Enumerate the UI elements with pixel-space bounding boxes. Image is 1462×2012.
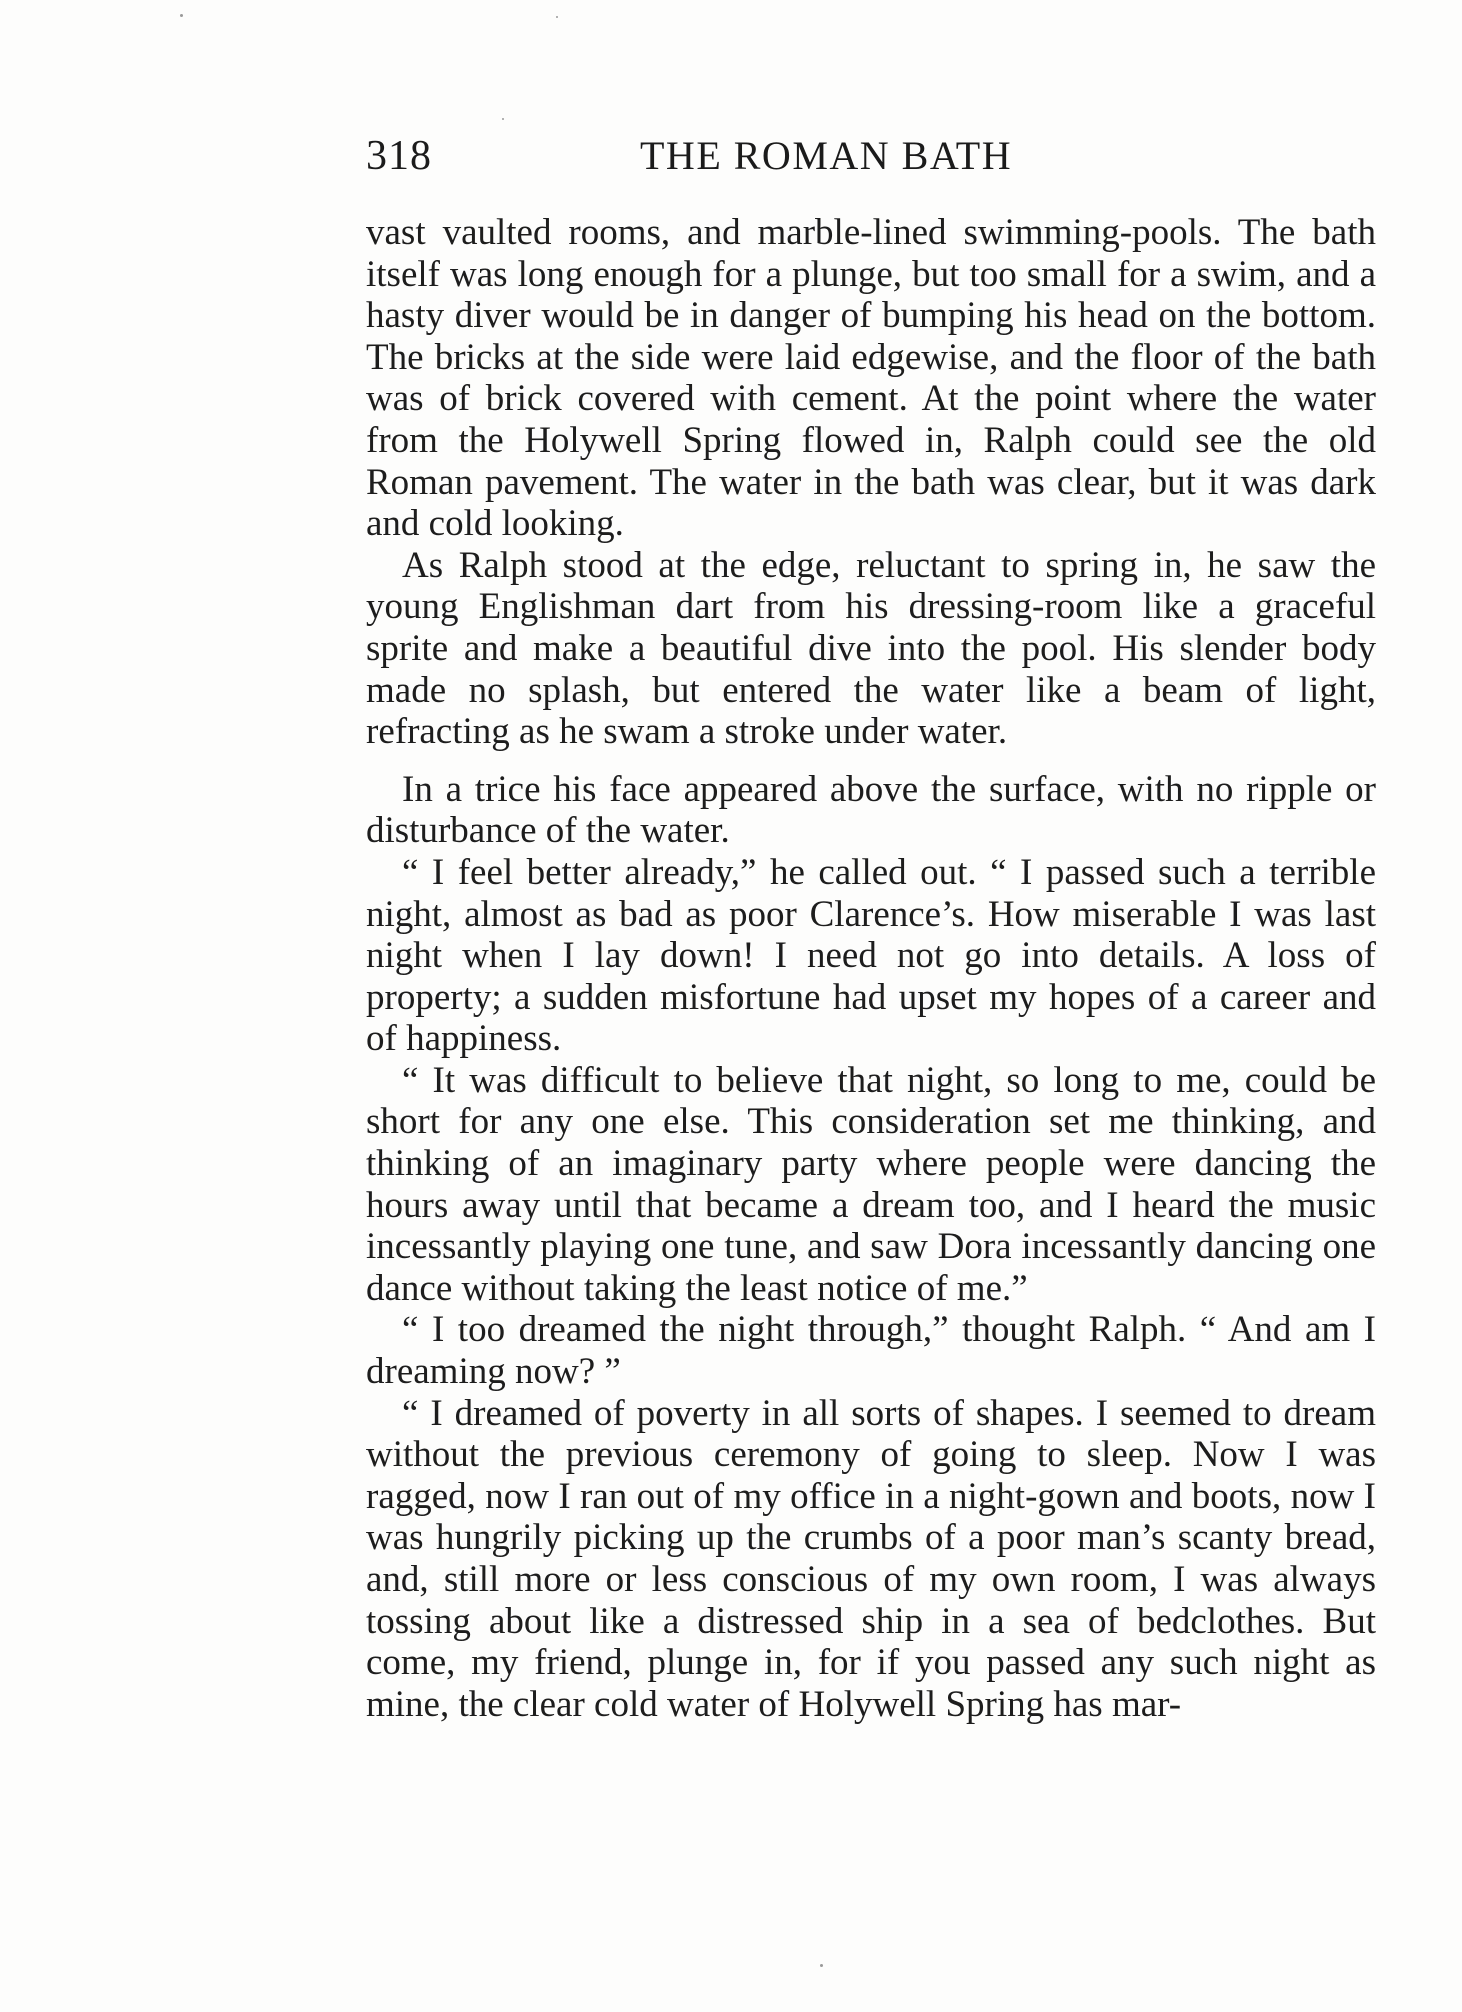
paper-speck <box>820 1964 823 1967</box>
paragraph: As Ralph stood at the edge, reluctant to spring in, he saw the young Englishman dart from his dressing-room like a graceful sprite and make a beautiful dive into the pool. His slender body made no splash, but entered the water like a beam of light, refracting as he swam a stroke under water. <box>366 544 1376 753</box>
paragraph: In a trice his face appeared above the surface, with no ripple or disturbance of the water. <box>366 768 1376 852</box>
page-number: 318 <box>366 133 432 179</box>
paragraph: “ It was difficult to believe that night, so long to me, could be short for any one else. This consideration set me thinking, and thinking of an imaginary party where people were dancing the hours away until that became a dream too, and I heard the music incessantly playing one tune, and saw Dora incessantly dancing one dance without taking the least notice of me.” <box>366 1059 1376 1309</box>
paper-speck <box>180 14 183 17</box>
running-head: THE ROMAN BATH <box>640 133 1013 178</box>
paragraph: “ I dreamed of poverty in all sorts of shapes. I seemed to dream without the previous ceremony of going to sleep. Now I was ragged, now I ran out of my office in a night-gown and boots, now I was hungrily picking up the crumbs of a poor man’s scanty bread, and, still more or less conscious of my own room, I was always tossing about like a distressed ship in a sea of bedclothes. But come, my friend, plunge in, for if you passed any such night as mine, the clear cold water of Holywell Spring has mar- <box>366 1392 1376 1725</box>
paragraph: “ I too dreamed the night through,” thought Ralph. “ And am I dreaming now? ” <box>366 1309 1376 1393</box>
body-text <box>366 212 1376 1725</box>
paper-speck <box>502 118 504 120</box>
paragraph: vast vaulted rooms, and marble-lined swimming-pools. The bath itself was long enough for a plunge, but too small for a swim, and a hasty diver would be in danger of bumping his head on the bottom. The bricks at the side were laid edgewise, and the floor of the bath was of brick covered with cement. At the point where the water from the Holywell Spring flowed in, Ralph could see the old Roman pavement. The water in the bath was clear, but it was dark and cold looking. <box>366 212 1376 545</box>
paragraph: “ I feel better already,” he called out. “ I passed such a terrible night, almost as bad as poor Clarence’s. How miserable I was last night when I lay down! I need not go into details. A loss of property; a sudden misfortune had upset my hopes of a career and of happiness. <box>366 851 1376 1060</box>
page-header <box>366 132 1376 182</box>
paper-speck <box>556 16 558 18</box>
